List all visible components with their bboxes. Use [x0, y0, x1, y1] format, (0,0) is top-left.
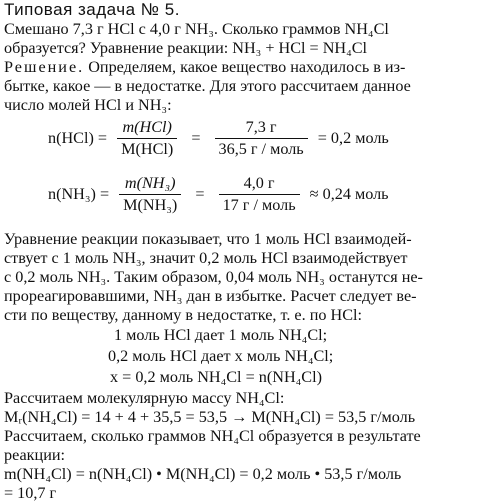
eq1-fraction-1 [117, 118, 177, 159]
eq1-fraction-2 [215, 118, 308, 159]
para2-line-2: ствует с 1 моль NH₃, значит 0,2 моль HCl взаимодействует [4, 249, 408, 267]
eq2-f2-numerator: 4,0 г [219, 174, 300, 195]
para3-line-1: Рассчитаем молекулярную массу NH₄Cl: [4, 389, 285, 407]
equation-n-hcl [48, 118, 389, 159]
eq1-f2-denominator: 36,5 г / моль [218, 140, 304, 158]
centered-line-1: 1 моль HCl дает 1 моль NH₄Cl; [114, 326, 328, 344]
para2-line-5: сти по веществу, данному в недостатке, т. е. по HCl: [4, 306, 362, 324]
problem-line-2: образуется? Уравнение реакции: NH₃ + HCl = NH₄Cl [4, 39, 368, 57]
eq2-f2-denominator: 17 г / моль [222, 196, 296, 214]
eq2-f1-numerator: m(NH₃) [119, 174, 181, 195]
eq1-f1-numerator: m(HCl) [117, 118, 177, 139]
para3-line-6: = 10,7 г [4, 484, 57, 502]
eq2-equals: = [195, 185, 205, 203]
task-title: Типовая задача № 5. [4, 0, 180, 19]
eq2-f1-denominator: M(NH₃) [123, 196, 178, 214]
solution-line-2: бытке, какое — в недостатке. Для этого рассчитаем данное [4, 77, 411, 95]
solution-label: Решение. [4, 58, 85, 76]
eq2-fraction-2 [219, 174, 300, 215]
para2-line-3: с 0,2 моль NH₃. Таким образом, 0,04 моль NH₃ останутся не- [4, 268, 423, 286]
eq2-fraction-1 [119, 174, 181, 215]
solution-text-1: Определяем, какое вещество находилось в из- [84, 58, 406, 76]
solution-line-3: число молей HCl и NH₃: [4, 96, 172, 114]
centered-line-3: x = 0,2 моль NH₄Cl = n(NH₄Cl) [110, 368, 322, 386]
problem-line-1: Смешано 7,3 г HCl с 4,0 г NH₃. Сколько граммов NH₄Cl [4, 20, 389, 38]
equation-n-nh3 [48, 174, 389, 215]
para3-line-2: Mᵣ(NH₄Cl) = 14 + 4 + 35,5 = 53,5 → M(NH₄Cl) = 53,5 г/моль [4, 408, 416, 426]
para3-line-3: Рассчитаем, сколько граммов NH₄Cl образуется в результате [4, 427, 421, 445]
eq2-result: ≈ 0,24 моль [309, 185, 389, 203]
para2-line-4: прореагировавшими, NH₃ дан в избытке. Расчет следует ве- [4, 287, 417, 305]
solution-line-1 [4, 58, 405, 77]
eq2-lhs: n(NH₃) = [48, 185, 110, 203]
eq1-f1-denominator: M(HCl) [121, 140, 174, 158]
centered-line-2: 0,2 моль HCl дает x моль NH₄Cl; [108, 347, 334, 365]
para3-line-5: m(NH₄Cl) = n(NH₄Cl) • M(NH₄Cl) = 0,2 моль • 53,5 г/моль [4, 465, 402, 483]
para3-line-4: реакции: [4, 446, 66, 464]
eq1-f2-numerator: 7,3 г [215, 118, 308, 139]
eq1-result: = 0,2 моль [317, 129, 389, 147]
eq1-lhs: n(HCl) = [48, 129, 108, 147]
eq1-equals: = [191, 129, 201, 147]
para2-line-1: Уравнение реакции показывает, что 1 моль HCl взаимодей- [4, 230, 412, 248]
